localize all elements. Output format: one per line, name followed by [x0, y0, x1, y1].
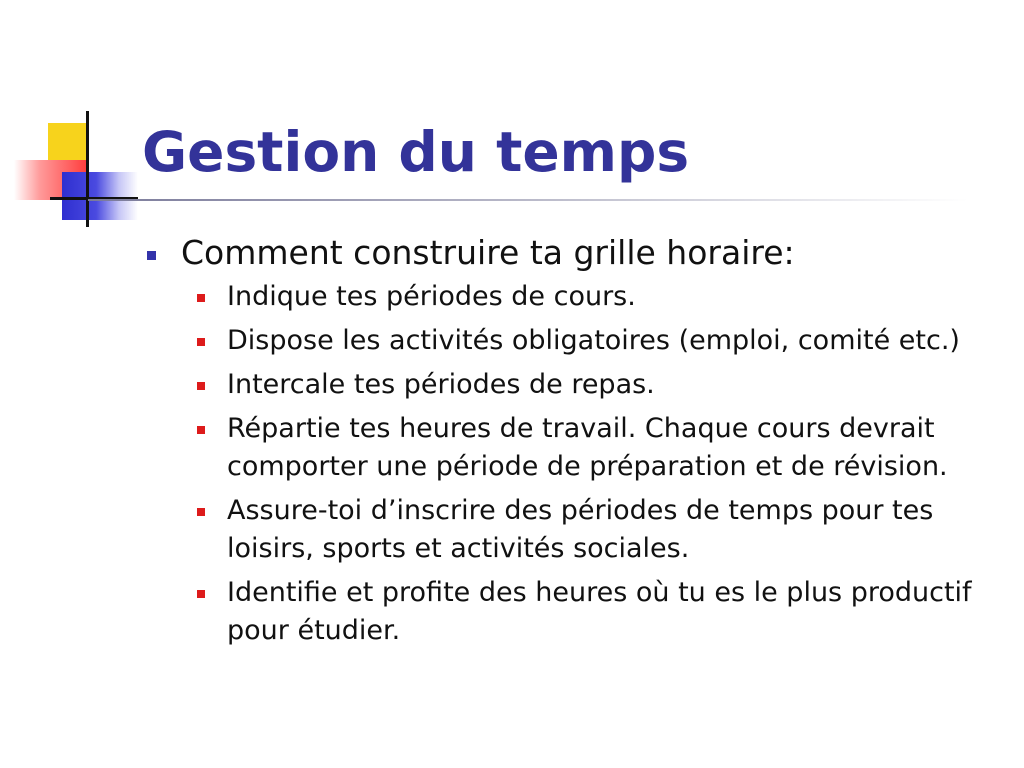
- list-item: [185, 366, 982, 404]
- list-item-text: Indique tes périodes de cours.: [227, 281, 636, 312]
- main-bullet-point: [142, 230, 982, 276]
- square-bullet-icon: [147, 251, 156, 260]
- list-item: [185, 278, 982, 316]
- logo-vertical-line: [86, 111, 89, 227]
- list-item-text: Assure-toi d’inscrire des périodes de temps pour tes loisirs, sports et activités sociales.: [227, 495, 934, 564]
- list-item: [185, 322, 982, 360]
- main-bullet-text: Comment construire ta grille horaire:: [181, 233, 795, 272]
- logo-yellow-square: [48, 123, 88, 165]
- decorative-logo: [0, 0, 160, 240]
- square-bullet-icon: [197, 426, 205, 434]
- list-item: [185, 574, 982, 650]
- square-bullet-icon: [197, 382, 205, 390]
- list-item-text: Intercale tes périodes de repas.: [227, 369, 655, 400]
- sub-bullet-list: [142, 278, 982, 650]
- list-item-text: Dispose les activités obligatoires (emploi, comité etc.): [227, 325, 960, 356]
- square-bullet-icon: [197, 294, 205, 302]
- slide-content: [142, 230, 982, 656]
- slide-title: Gestion du temps: [142, 120, 690, 184]
- logo-blue-square: [62, 172, 138, 220]
- square-bullet-icon: [197, 338, 205, 346]
- list-item: [185, 492, 982, 568]
- square-bullet-icon: [197, 590, 205, 598]
- square-bullet-icon: [197, 508, 205, 516]
- title-underline: [88, 199, 968, 201]
- list-item-text: Répartie tes heures de travail. Chaque cours devrait comporter une période de préparation et de révision.: [227, 413, 948, 482]
- list-item-text: Identifie et profite des heures où tu es le plus productif pour étudier.: [227, 577, 972, 646]
- list-item: [185, 410, 982, 486]
